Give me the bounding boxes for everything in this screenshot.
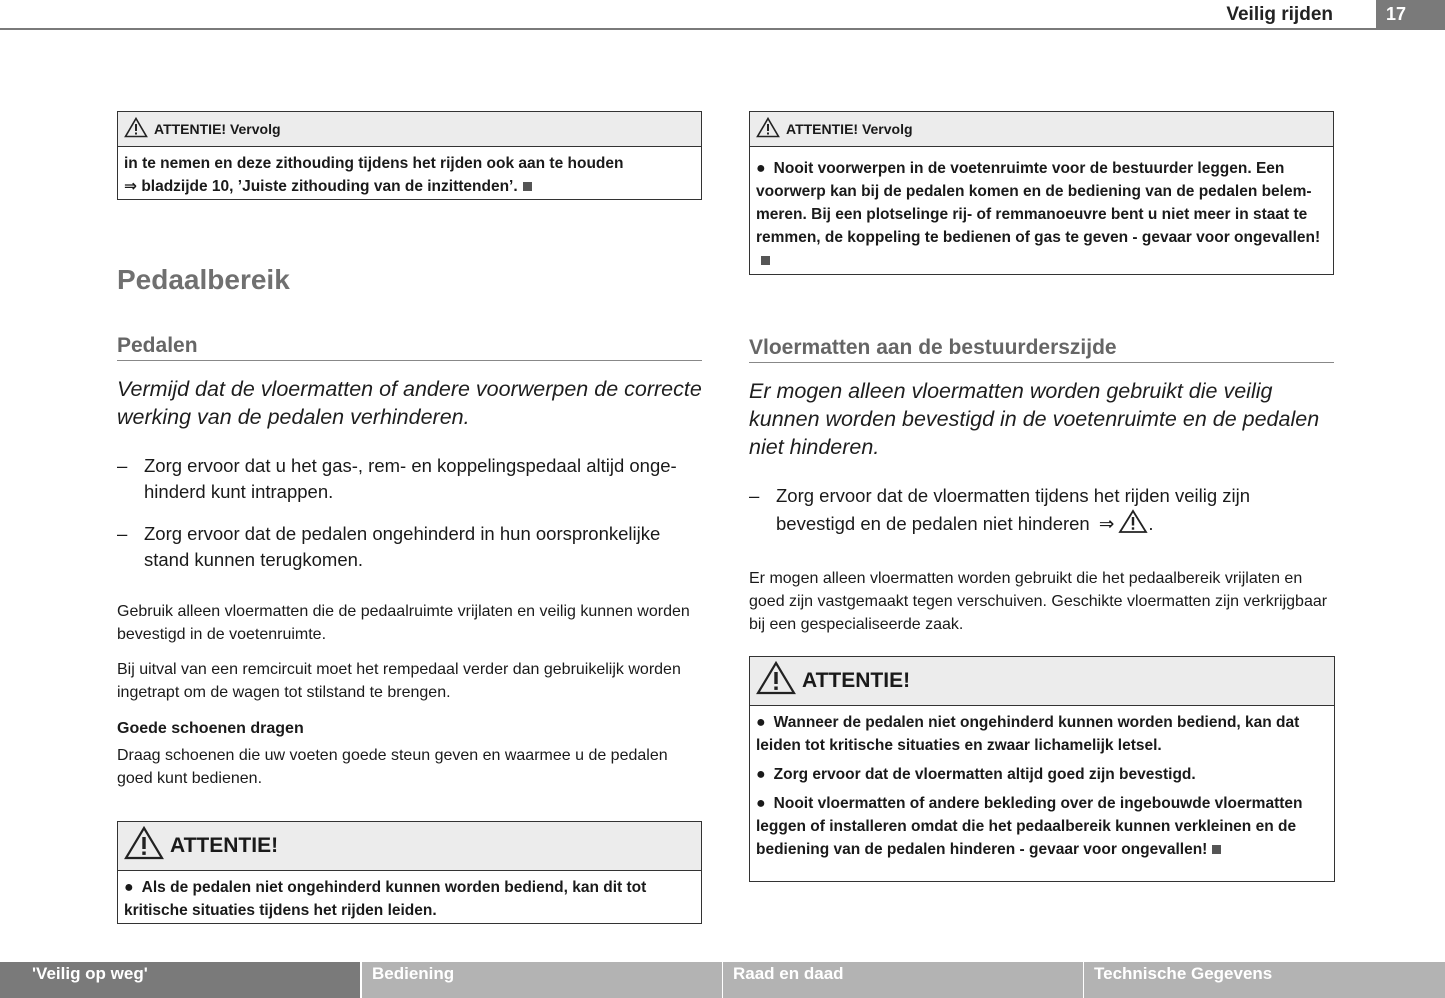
continued-warning-line1: in te nemen en deze zithouding tijdens het rijden ook aan te houden <box>124 155 624 172</box>
end-of-section-marker <box>523 182 532 191</box>
continued-warning-box <box>749 111 1334 275</box>
warning-box-floormats <box>749 656 1335 882</box>
warning-triangle-icon <box>124 117 148 141</box>
warning-item-text: Wanneer de pedalen niet ongehinderd kunnen worden bediend, kan dat leiden tot kritische situaties en zwaar lichamelijk letsel. <box>756 714 1300 754</box>
instruction-text: Zorg ervoor dat de pedalen ongehinderd in hun oorspronkelijke stand kunnen terugkomen. <box>144 523 661 570</box>
reference-arrow: ⇒ <box>124 178 137 195</box>
body-paragraph: Gebruik alleen vloermatten die de pedaalruimte vrijlaten en veilig kunnen worden bevestigd in de voetenruimte. <box>117 603 690 643</box>
warning-triangle-icon <box>756 117 780 141</box>
end-of-section-marker <box>761 256 770 265</box>
warning-heading: ATTENTIE! <box>170 834 279 857</box>
warning-box-header <box>750 657 1334 706</box>
continued-warning-box <box>117 111 702 200</box>
continued-warning-heading: ATTENTIE! Vervolg <box>786 121 913 137</box>
dash-mark: – <box>117 523 128 544</box>
page-number: 17 <box>1376 0 1445 30</box>
shoes-paragraph: Draag schoenen die uw voeten goede steun geven en waarmee u de pedalen goed kunt bedienen. <box>117 747 668 787</box>
footer-tab-veilig-op-weg[interactable]: 'Veilig op weg' <box>0 962 360 998</box>
warning-item <box>756 763 1328 786</box>
body-paragraph: Bij uitval van een remcircuit moet het rempedaal verder dan gebruikelijk worden ingetrapt om de wagen tot stilstand te brengen. <box>117 661 681 701</box>
reference-arrow: ⇒ <box>1098 513 1115 534</box>
instruction-item <box>117 521 702 573</box>
bullet-mark: ● <box>756 714 766 731</box>
subsection-title-pedals: Pedalen <box>117 334 702 361</box>
footer-tab-bediening[interactable]: Bediening <box>362 962 722 998</box>
instruction-text: Zorg ervoor dat u het gas-, rem- en koppelingspedaal altijd ongehinderd kunt intrappen. <box>144 455 677 502</box>
intro-text: Er mogen alleen vloermatten worden gebruikt die veilig kunnen worden bevestigd in de voetenruimte en de pedalen niet hinderen. <box>749 379 1320 459</box>
end-of-section-marker <box>1212 845 1221 854</box>
warning-triangle-icon <box>756 661 796 701</box>
section-title: Pedaalbereik <box>117 264 290 295</box>
footer-tab-raad-en-daad[interactable]: Raad en daad <box>723 962 1083 998</box>
right-column <box>749 111 1334 636</box>
warning-box-body <box>118 871 701 926</box>
warning-item <box>756 157 1327 272</box>
warning-box-header <box>118 822 701 871</box>
warning-triangle-icon <box>124 826 164 866</box>
warning-heading: ATTENTIE! <box>802 669 911 692</box>
warning-box-body <box>750 706 1334 865</box>
body-paragraph: Er mogen alleen vloermatten worden gebruikt die het pedaalbereik vrijlaten en goed zijn vastgemaakt tegen verschuiven. Geschikte vloermatten zijn verkrijgbaar bij een gespecialiseerde zaak. <box>749 570 1328 633</box>
warning-item-text: Nooit voorwerpen in de voetenruimte voor de bestuurder leggen. Een voorwerp kan bij de pedalen komen en de bediening van de pedalen belemmeren. Bij een plotselinge rij- of remmanoeuvre bent u niet meer in staat te remmen, de koppeling te bedienen of gas te geven - gevaar voor ongevallen! <box>756 160 1321 246</box>
warning-box-pedals <box>117 821 702 924</box>
footer-tab-technische-gegevens[interactable]: Technische Gegevens <box>1084 962 1445 998</box>
bullet-mark: ● <box>756 795 766 812</box>
continued-warning-header <box>750 112 1333 147</box>
dash-mark: – <box>749 485 760 506</box>
instruction-text: Zorg ervoor dat de vloermatten tijdens het rijden veilig zijn bevestigd en de pedalen niet hinderen <box>776 485 1251 534</box>
subsection-title-floormats: Vloermatten aan de bestuurderszijde <box>749 336 1334 363</box>
continued-warning-heading: ATTENTIE! Vervolg <box>154 121 281 137</box>
bullet-mark: ● <box>756 766 766 783</box>
warning-item-text: Nooit vloermatten of andere bekleding over de ingebouwde vloermatten leggen of installeren omdat die het pedaalbereik kunnen verkleinen en de bediening van de pedalen hinderen - gevaar voor ongevallen! <box>756 795 1303 858</box>
page-header-title: Veilig rijden <box>1226 4 1333 25</box>
continued-warning-body <box>750 147 1333 276</box>
continued-warning-header <box>118 112 701 147</box>
warning-item-text: Als de pedalen niet ongehinderd kunnen worden bediend, kan dit tot kritische situaties tijdens het rijden leiden. <box>124 879 647 919</box>
instruction-item <box>117 453 702 505</box>
continued-warning-body <box>118 147 701 202</box>
bullet-mark: ● <box>756 160 766 177</box>
bullet-mark: ● <box>124 879 134 896</box>
warning-item <box>756 792 1328 861</box>
intro-text: Vermijd dat de vloermatten of andere voorwerpen de correcte werking van de pedalen verhinderen. <box>117 377 702 429</box>
warning-reference-icon[interactable] <box>1118 509 1148 541</box>
dash-mark: – <box>117 455 128 476</box>
left-column <box>117 111 702 790</box>
shoes-heading: Goede schoenen dragen <box>117 720 304 737</box>
warning-item-text: Zorg ervoor dat de vloermatten altijd goed zijn bevestigd. <box>773 766 1196 783</box>
warning-item <box>124 876 695 922</box>
page-reference-link[interactable]: bladzijde 10, ’Juiste zithouding van de inzittenden’. <box>141 178 518 195</box>
header-rule <box>0 28 1376 30</box>
warning-item <box>756 711 1328 757</box>
instruction-item: – Zorg ervoor dat de vloermatten tijdens het rijden veilig zijn bevestigd en de pedalen niet hinderen ⇒ . <box>749 483 1334 541</box>
